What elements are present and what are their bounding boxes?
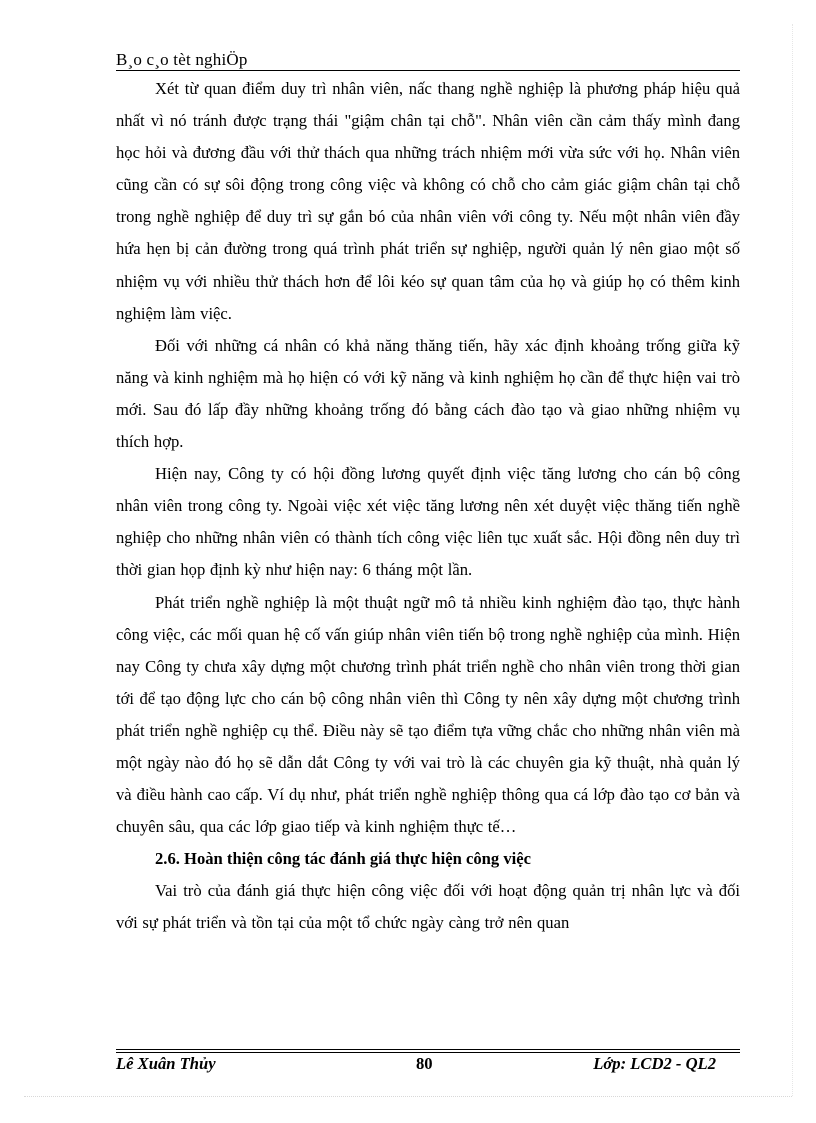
page-footer [116,1054,716,1076]
running-header: B¸o c¸o tèt nghiÖp [116,50,248,69]
paragraph-evaluation-role: Vai trò của đánh giá thực hiện công việc đối với hoạt động quản trị nhân lực và đối với sự phát triển và tồn tại của một tổ chức ngày càng trở nên quan [116,881,740,933]
paragraph-career-ladder: Xét từ quan điểm duy trì nhân viên, nấc thang nghề nghiệp là phương pháp hiệu quả nhất vì nó tránh được trạng thái "giậm chân tại chỗ". Nhân viên cần cảm thấy mình đang học hỏi và đương đầu với thử thách qua những trách nhiệm mới vừa sức với họ. Nhân viên cũng cần có sự sôi động trong công việc và không có chỗ cho cảm giác giậm chân tại chỗ trong nghề nghiệp để duy trì sự gắn bó của nhân viên với công ty. Nếu một nhân viên đầy hứa hẹn bị cản đường trong quá trình phát triển sự nghiệp, người quản lý nên giao một số nhiệm vụ với nhiều thử thách hơn để lôi kéo sự quan tâm của họ và giúp họ có thêm kinh nghiệm làm việc. [116,79,740,323]
body-text [116,73,740,940]
paragraph-career-development: Phát triển nghề nghiệp là một thuật ngữ mô tả nhiều kinh nghiệm đào tạo, thực hành công việc, các mối quan hệ cố vấn giúp nhân viên tiến bộ trong nghề nghiệp của mình. Hiện nay Công ty chưa xây dựng một chương trình phát triển nghề cho nhân viên trong thời gian tới để tạo động lực cho cán bộ công nhân viên thì Công ty nên xây dựng một chương trình phát triển nghề nghiệp cụ thể. Điều này sẽ tạo điểm tựa vững chắc cho những nhân viên mà một ngày nào đó họ sẽ dẫn dắt Công ty với vai trò là các chuyên gia kỹ thuật, nhà quản lý và điều hành cao cấp. Ví dụ như, phát triển nghề nghiệp thông qua cá lớp đào tạo cơ bản và chuyên sâu, qua các lớp giao tiếp và kinh nghiệm thực tế… [116,592,740,837]
page-edge-bottom [24,1096,792,1097]
paragraph-promotion-gap: Đối với những cá nhân có khả năng thăng tiến, hãy xác định khoảng trống giữa kỹ năng và kinh nghiệm mà họ hiện có với kỹ năng và kinh nghiệm họ cần để thực hiện vai trò mới. Sau đó lấp đầy những khoảng trống đó bằng cách đào tạo và giao những nhiệm vụ thích hợp. [116,335,740,452]
page-edge-right [792,24,793,1096]
paragraph-salary-council: Hiện nay, Công ty có hội đồng lương quyết định việc tăng lương cho cán bộ công nhân viên trong công ty. Ngoài việc xét việc tăng lương nên xét duyệt việc thăng tiến nghề nghiệp cho những nhân viên có thành tích công việc liên tục xuất sắc. Hội đồng nên duy trì thời gian họp định kỳ như hiện nay: 6 tháng một lần. [116,464,740,580]
footer-author: Lê Xuân Thủy [116,1054,216,1073]
footer-class-label: Lớp: LCD2 - QL2 [593,1054,716,1073]
header-divider [116,70,740,71]
page-number: 80 [416,1054,433,1073]
footer-divider-top [116,1049,740,1050]
section-heading: 2.6. Hoàn thiện công tác đánh giá thực hiện công việc [155,849,531,869]
footer-divider-bottom [116,1052,740,1053]
